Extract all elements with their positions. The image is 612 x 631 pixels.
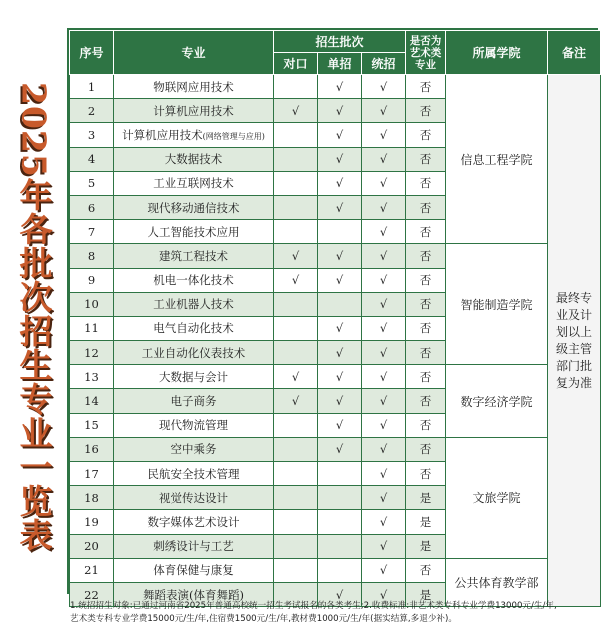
- row-major: [114, 486, 274, 510]
- row-duikou-check: [274, 558, 318, 582]
- row-danzhao-check: √: [318, 268, 362, 292]
- row-art-flag: 否: [406, 147, 446, 171]
- row-major: [114, 99, 274, 123]
- row-major-name: 工业机器人技术: [153, 297, 234, 312]
- header-duikou: 对口: [274, 53, 318, 75]
- row-major-name: 体育保健与康复: [153, 563, 234, 578]
- row-danzhao-check: √: [318, 413, 362, 437]
- row-duikou-check: [274, 534, 318, 558]
- row-no: 11: [70, 316, 114, 340]
- row-danzhao-check: √: [318, 147, 362, 171]
- row-major-name: 视觉传达设计: [159, 490, 228, 505]
- row-no: 21: [70, 558, 114, 582]
- row-duikou-check: [274, 171, 318, 195]
- row-tongzhao-check: √: [362, 462, 406, 486]
- row-danzhao-check: [318, 534, 362, 558]
- row-danzhao-check: √: [318, 75, 362, 99]
- row-no: 1: [70, 75, 114, 99]
- college-cell: 数字经济学院: [446, 365, 548, 438]
- row-art-flag: 否: [406, 558, 446, 582]
- row-danzhao-check: √: [318, 437, 362, 461]
- row-major-name: 现代移动通信技术: [147, 200, 240, 215]
- row-danzhao-check: [318, 510, 362, 534]
- row-no: 12: [70, 341, 114, 365]
- admissions-table: [69, 30, 601, 607]
- row-duikou-check: [274, 220, 318, 244]
- row-major-name: 工业互联网技术: [153, 176, 234, 191]
- row-art-flag: 否: [406, 437, 446, 461]
- row-tongzhao-check: √: [362, 558, 406, 582]
- row-tongzhao-check: √: [362, 437, 406, 461]
- row-tongzhao-check: √: [362, 268, 406, 292]
- row-danzhao-check: [318, 292, 362, 316]
- row-art-flag: 否: [406, 268, 446, 292]
- row-no: 18: [70, 486, 114, 510]
- table-row: [70, 75, 601, 99]
- row-major: [114, 437, 274, 461]
- row-tongzhao-check: √: [362, 486, 406, 510]
- row-tongzhao-check: √: [362, 365, 406, 389]
- row-no: 13: [70, 365, 114, 389]
- row-major-name: 机电一体化技术: [153, 273, 234, 288]
- header-tongzhao: 统招: [362, 53, 406, 75]
- row-major: [114, 244, 274, 268]
- header-art: 是否为艺术类专业: [406, 31, 446, 75]
- header-no: 序号: [70, 31, 114, 75]
- college-cell: 文旅学院: [446, 437, 548, 558]
- row-major: [114, 75, 274, 99]
- row-no: 16: [70, 437, 114, 461]
- row-duikou-check: [274, 147, 318, 171]
- row-major: [114, 462, 274, 486]
- footnote-line-2: 艺术类专科专业学费15000元/生/年,住宿费1500元/生/年,教材费1000元/生/年(据实结算,多退少补)。: [70, 614, 457, 624]
- row-major-name: 空中乘务: [170, 442, 217, 457]
- row-no: 3: [70, 123, 114, 147]
- header-note: 备注: [548, 31, 601, 75]
- row-duikou-check: [274, 123, 318, 147]
- row-art-flag: 否: [406, 244, 446, 268]
- row-danzhao-check: [318, 486, 362, 510]
- college-cell: 信息工程学院: [446, 75, 548, 244]
- row-tongzhao-check: √: [362, 220, 406, 244]
- row-major: [114, 195, 274, 219]
- row-tongzhao-check: √: [362, 195, 406, 219]
- row-no: 22: [70, 582, 114, 606]
- row-tongzhao-check: √: [362, 147, 406, 171]
- row-tongzhao-check: √: [362, 389, 406, 413]
- side-title-text: 2025年各批次招生专业一览表: [14, 82, 54, 552]
- row-duikou-check: √: [274, 99, 318, 123]
- row-tongzhao-check: √: [362, 341, 406, 365]
- row-major: [114, 220, 274, 244]
- row-no: 5: [70, 171, 114, 195]
- footnote-line-1: 1.统招招生对象:已通过河南省2025年普通高校统一招生考试报名的各类考生;2.收费标准:非艺术类专科专业学费13000元/生/年,: [70, 601, 557, 611]
- table-row: [70, 558, 601, 582]
- row-major: [114, 171, 274, 195]
- row-major-name: 计算机应用技术: [153, 103, 234, 118]
- row-no: 17: [70, 462, 114, 486]
- row-duikou-check: [274, 486, 318, 510]
- row-no: 2: [70, 99, 114, 123]
- admissions-table-container: [67, 28, 598, 602]
- row-tongzhao-check: √: [362, 244, 406, 268]
- row-duikou-check: [274, 341, 318, 365]
- row-no: 19: [70, 510, 114, 534]
- row-duikou-check: [274, 462, 318, 486]
- row-tongzhao-check: √: [362, 123, 406, 147]
- row-major: [114, 534, 274, 558]
- row-tongzhao-check: √: [362, 292, 406, 316]
- row-art-flag: 否: [406, 341, 446, 365]
- row-duikou-check: √: [274, 244, 318, 268]
- row-major-subtitle: (网络管理与应用): [202, 131, 265, 141]
- row-art-flag: 否: [406, 316, 446, 340]
- row-tongzhao-check: √: [362, 510, 406, 534]
- footnote: [70, 600, 605, 626]
- row-no: 9: [70, 268, 114, 292]
- note-cell: 最终专业及计划以上级主管部门批复为准: [548, 75, 601, 607]
- row-tongzhao-check: √: [362, 582, 406, 606]
- row-major-name: 数字媒体艺术设计: [147, 514, 240, 529]
- row-major-name: 建筑工程技术: [159, 248, 228, 263]
- row-major: [114, 316, 274, 340]
- row-no: 7: [70, 220, 114, 244]
- row-duikou-check: [274, 437, 318, 461]
- row-major: [114, 292, 274, 316]
- row-duikou-check: [274, 510, 318, 534]
- header-batch: 招生批次: [274, 31, 406, 53]
- row-no: 4: [70, 147, 114, 171]
- row-tongzhao-check: √: [362, 413, 406, 437]
- row-major: [114, 413, 274, 437]
- row-art-flag: 否: [406, 292, 446, 316]
- row-art-flag: 是: [406, 510, 446, 534]
- row-duikou-check: [274, 316, 318, 340]
- row-tongzhao-check: √: [362, 99, 406, 123]
- row-art-flag: 否: [406, 75, 446, 99]
- row-art-flag: 是: [406, 534, 446, 558]
- row-danzhao-check: √: [318, 389, 362, 413]
- row-art-flag: 否: [406, 220, 446, 244]
- row-art-flag: 否: [406, 365, 446, 389]
- row-danzhao-check: [318, 558, 362, 582]
- row-duikou-check: √: [274, 389, 318, 413]
- row-no: 10: [70, 292, 114, 316]
- row-danzhao-check: √: [318, 99, 362, 123]
- row-major-name: 计算机应用技术: [122, 127, 203, 142]
- row-major: [114, 558, 274, 582]
- row-major-name: 物联网应用技术: [153, 79, 234, 94]
- college-cell: 公共体育教学部: [446, 558, 548, 606]
- row-danzhao-check: [318, 220, 362, 244]
- row-no: 15: [70, 413, 114, 437]
- row-major-name: 电气自动化技术: [153, 321, 234, 336]
- row-duikou-check: √: [274, 268, 318, 292]
- table-row: [70, 437, 601, 461]
- row-art-flag: 否: [406, 195, 446, 219]
- table-row: [70, 244, 601, 268]
- row-art-flag: 否: [406, 171, 446, 195]
- row-major-name: 电子商务: [170, 394, 217, 409]
- row-major-name: 刺绣设计与工艺: [153, 539, 234, 554]
- row-duikou-check: √: [274, 365, 318, 389]
- row-art-flag: 否: [406, 413, 446, 437]
- row-major: [114, 123, 274, 147]
- row-danzhao-check: √: [318, 123, 362, 147]
- row-art-flag: 否: [406, 99, 446, 123]
- row-danzhao-check: √: [318, 171, 362, 195]
- row-tongzhao-check: √: [362, 171, 406, 195]
- row-danzhao-check: √: [318, 195, 362, 219]
- row-duikou-check: [274, 195, 318, 219]
- row-danzhao-check: √: [318, 341, 362, 365]
- college-cell: 智能制造学院: [446, 244, 548, 365]
- row-major: [114, 389, 274, 413]
- row-tongzhao-check: √: [362, 75, 406, 99]
- table-row: [70, 365, 601, 389]
- row-art-flag: 否: [406, 462, 446, 486]
- table-body: [70, 75, 601, 607]
- row-art-flag: 是: [406, 486, 446, 510]
- row-danzhao-check: √: [318, 365, 362, 389]
- row-major: [114, 147, 274, 171]
- header-danzhao: 单招: [318, 53, 362, 75]
- row-duikou-check: [274, 292, 318, 316]
- row-art-flag: 是: [406, 582, 446, 606]
- row-duikou-check: [274, 75, 318, 99]
- row-tongzhao-check: √: [362, 316, 406, 340]
- row-major-name: 大数据技术: [164, 152, 223, 167]
- row-duikou-check: [274, 413, 318, 437]
- row-danzhao-check: [318, 462, 362, 486]
- row-major: [114, 365, 274, 389]
- row-art-flag: 否: [406, 123, 446, 147]
- row-danzhao-check: √: [318, 244, 362, 268]
- row-major-name: 工业自动化仪表技术: [141, 345, 246, 360]
- row-tongzhao-check: √: [362, 534, 406, 558]
- row-major: [114, 510, 274, 534]
- row-no: 14: [70, 389, 114, 413]
- row-no: 8: [70, 244, 114, 268]
- header-college: 所属学院: [446, 31, 548, 75]
- row-danzhao-check: √: [318, 316, 362, 340]
- row-major: [114, 341, 274, 365]
- row-no: 20: [70, 534, 114, 558]
- row-major-name: 舞蹈表演(体育舞蹈): [143, 587, 244, 602]
- row-danzhao-check: √: [318, 582, 362, 606]
- row-art-flag: 否: [406, 389, 446, 413]
- row-major: [114, 268, 274, 292]
- row-major-name: 大数据与会计: [159, 369, 228, 384]
- row-major-name: 现代物流管理: [159, 418, 228, 433]
- row-no: 6: [70, 195, 114, 219]
- side-title: [8, 72, 60, 562]
- row-major-name: 人工智能技术应用: [147, 224, 240, 239]
- header-major: 专业: [114, 31, 274, 75]
- row-major-name: 民航安全技术管理: [147, 466, 240, 481]
